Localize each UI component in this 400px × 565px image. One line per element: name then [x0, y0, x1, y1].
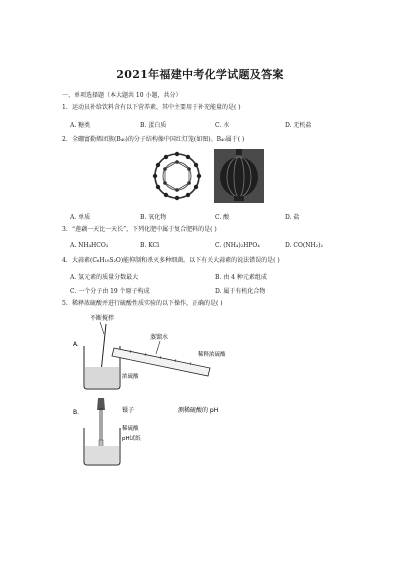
question-text: “莲藕一天比一天长”，下列化肥中属于复合肥料的是( )	[72, 226, 217, 233]
option-d: D. CO(NH₂)₂	[285, 242, 323, 249]
option-d: D. 盐	[285, 214, 300, 221]
question-1	[62, 104, 352, 112]
question-1-options	[70, 120, 360, 128]
question-number: 4.	[62, 257, 68, 264]
option-b: B. 由 4 种元素组成	[215, 274, 267, 281]
question-number: 2.	[62, 136, 68, 143]
question-number: 5.	[62, 300, 68, 307]
pour-caption: 稀释浓硫酸	[198, 352, 226, 358]
question-5	[62, 300, 352, 308]
option-b: B. 氧化物	[140, 214, 167, 221]
water-label: 蒸馏水	[150, 334, 169, 341]
beaker-liquid	[85, 446, 119, 464]
question-text: 全硼富勒烯团簇(B₄₀)的分子结构像中国红灯笼(如图)。B₄₀属于( )	[72, 136, 245, 143]
question-2	[62, 136, 352, 144]
dilution-figure	[70, 312, 260, 392]
page-title: 2021年福建中考化学试题及答案	[116, 68, 284, 81]
option-d: D. 无机盐	[285, 122, 312, 129]
question-3	[62, 226, 352, 234]
hand-grip	[97, 398, 105, 410]
stir-label: 不断搅拌	[90, 315, 115, 322]
option-c: C. 酸	[215, 214, 230, 221]
option-label: A.	[73, 341, 79, 348]
option-a: A. 单质	[70, 214, 91, 221]
question-text: 稀释浓硫酸并进行硫酸性质实验的以下操作，正确的是( )	[72, 300, 223, 307]
question-text: 运动员补给饮料含有以下营养素，其中主要用于补充能量的是( )	[72, 104, 241, 111]
strip-label: pH试纸	[122, 436, 141, 442]
question-3-options	[70, 242, 360, 250]
liquid-label: 稀硫酸	[122, 426, 139, 432]
b40-figure	[150, 147, 270, 205]
question-4	[62, 257, 352, 265]
section-heading: 一、单项选择题（本大题共 10 小题，共分）	[62, 92, 182, 99]
option-c: C. 一个分子由 19 个原子构成	[70, 288, 150, 295]
option-b: B. KCl	[140, 242, 160, 249]
question-4-options-row2	[70, 286, 360, 294]
acid-label: 浓硫酸	[122, 374, 139, 380]
option-d: D. 属于有机化合物	[215, 288, 266, 295]
lantern-image	[214, 149, 264, 203]
beaker-liquid	[85, 367, 119, 388]
option-a: A. 糖类	[70, 122, 91, 129]
question-2-options	[70, 212, 360, 220]
graduated-cylinder	[112, 348, 210, 376]
question-text: 大蒜素(C₆H₁₀S₂O)能抑制和杀灭多种细菌。以下有关大蒜素的说法错误的是( )	[72, 257, 280, 264]
option-b: B. 蛋白质	[140, 122, 167, 129]
b40-cage-image	[153, 152, 201, 200]
ph-test-figure	[70, 398, 260, 468]
ph-caption: 测稀硫酸的 pH	[178, 407, 219, 414]
question-number: 1.	[62, 104, 68, 111]
option-a: A. NH₄HCO₃	[70, 242, 109, 249]
option-c: C. (NH₄)₂HPO₄	[215, 242, 260, 249]
stir-leader-line	[100, 322, 104, 334]
water-leader-line	[156, 341, 160, 354]
option-c: C. 水	[215, 122, 230, 129]
option-label: B.	[73, 409, 80, 416]
question-number: 3.	[62, 226, 68, 233]
tweezer-label: 镊子	[122, 407, 135, 414]
question-4-options-row1	[70, 272, 360, 280]
option-a: A. 氢元素的质量分数最大	[70, 274, 139, 281]
